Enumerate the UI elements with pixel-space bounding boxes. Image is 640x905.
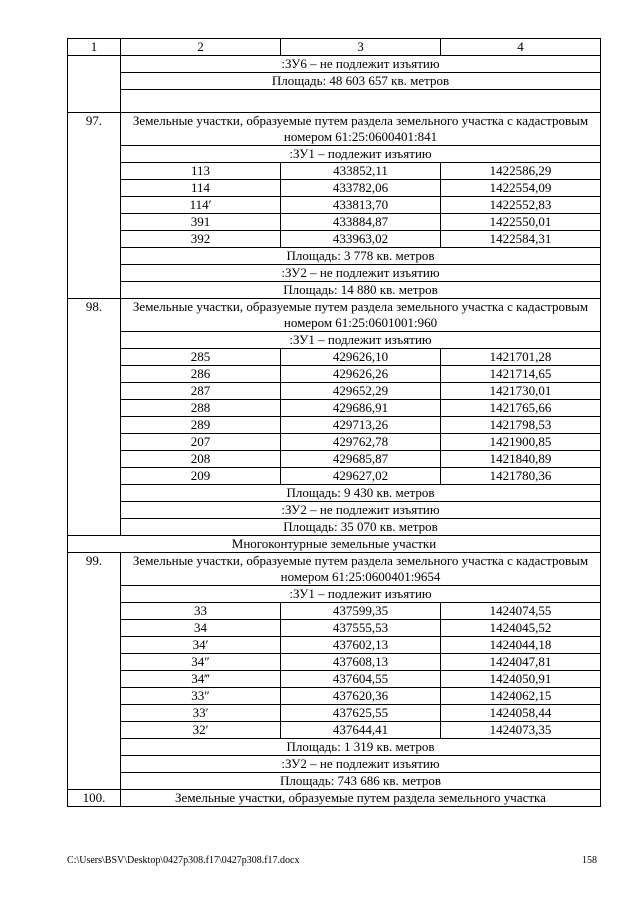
- header-row: [68, 39, 601, 56]
- zu1-area-row: [68, 739, 601, 756]
- table-row: [68, 214, 601, 231]
- coord-x: 437602,13: [281, 637, 441, 654]
- section-title: Многоконтурные земельные участки: [68, 536, 601, 553]
- coord-x: 433852,11: [281, 163, 441, 180]
- coord-y: 1421840,89: [441, 451, 601, 468]
- zu2-area: Площадь: 743 686 кв. метров: [121, 773, 601, 790]
- table-row: [68, 620, 601, 637]
- zu2-status: :ЗУ2 – не подлежит изъятию: [121, 756, 601, 773]
- empty-num-cell: [68, 56, 121, 113]
- table-row: [68, 722, 601, 739]
- parcel-number: 97.: [68, 113, 121, 299]
- point-id: 207: [121, 434, 281, 451]
- coord-x: 429652,29: [281, 383, 441, 400]
- coord-x: 429626,26: [281, 366, 441, 383]
- table-row: [68, 705, 601, 722]
- coord-y: 1422584,31: [441, 231, 601, 248]
- coord-y: 1422550,01: [441, 214, 601, 231]
- table-row: [68, 400, 601, 417]
- zu6-area: Площадь: 48 603 657 кв. метров: [121, 73, 601, 90]
- table-row: [68, 468, 601, 485]
- zu1-status: :ЗУ1 – подлежит изъятию: [121, 586, 601, 603]
- zu2-area: Площадь: 14 880 кв. метров: [121, 282, 601, 299]
- point-id: 34′: [121, 637, 281, 654]
- zu2-area: Площадь: 35 070 кв. метров: [121, 519, 601, 536]
- coord-x: 429626,10: [281, 349, 441, 366]
- zu1-area: Площадь: 3 778 кв. метров: [121, 248, 601, 265]
- zu2-area-row: [68, 519, 601, 536]
- page-number: 158: [582, 855, 597, 866]
- zu2-status: :ЗУ2 – не подлежит изъятию: [121, 265, 601, 282]
- coord-x: 433963,02: [281, 231, 441, 248]
- zu6-area-row: [68, 73, 601, 90]
- spacer-row: [68, 90, 601, 113]
- zu2-status-row: [68, 265, 601, 282]
- coord-x: 429685,87: [281, 451, 441, 468]
- coord-x: 429713,26: [281, 417, 441, 434]
- coord-y: 1424074,55: [441, 603, 601, 620]
- point-id: 32′: [121, 722, 281, 739]
- coord-x: 437599,35: [281, 603, 441, 620]
- point-id: 34‴: [121, 671, 281, 688]
- table-row: [68, 417, 601, 434]
- coord-x: 437608,13: [281, 654, 441, 671]
- coord-x: 437625,55: [281, 705, 441, 722]
- section-row: [68, 536, 601, 553]
- parcel-title: Земельные участки, образуемые путем раздела земельного участка: [121, 790, 601, 807]
- header-col-2: 2: [121, 39, 281, 56]
- zu1-status: :ЗУ1 – подлежит изъятию: [121, 332, 601, 349]
- point-id: 33′: [121, 705, 281, 722]
- coord-x: 429762,78: [281, 434, 441, 451]
- point-id: 114: [121, 180, 281, 197]
- coord-y: 1421701,28: [441, 349, 601, 366]
- coord-y: 1421730,01: [441, 383, 601, 400]
- coord-y: 1422554,09: [441, 180, 601, 197]
- zu1-area-row: [68, 485, 601, 502]
- coord-y: 1421900,85: [441, 434, 601, 451]
- header-col-1: 1: [68, 39, 121, 56]
- coord-y: 1424062,15: [441, 688, 601, 705]
- coord-x: 433884,87: [281, 214, 441, 231]
- point-id: 33: [121, 603, 281, 620]
- coord-y: 1421780,36: [441, 468, 601, 485]
- parcel-title: Земельные участки, образуемые путем раздела земельного участка с кадастровым номером 61:25:0600401:841: [121, 113, 601, 146]
- coord-x: 437555,53: [281, 620, 441, 637]
- point-id: 208: [121, 451, 281, 468]
- zu1-area: Площадь: 1 319 кв. метров: [121, 739, 601, 756]
- coord-y: 1422552,83: [441, 197, 601, 214]
- table-row: [68, 671, 601, 688]
- table-body: [68, 39, 601, 807]
- coord-y: 1424058,44: [441, 705, 601, 722]
- coord-x: 437604,55: [281, 671, 441, 688]
- zu1-row: [68, 146, 601, 163]
- parcel-title: Земельные участки, образуемые путем раздела земельного участка с кадастровым номером 61:25:0601001:960: [121, 299, 601, 332]
- point-id: 34: [121, 620, 281, 637]
- coord-x: 429627,02: [281, 468, 441, 485]
- zu1-area: Площадь: 9 430 кв. метров: [121, 485, 601, 502]
- zu6-status: :ЗУ6 – не подлежит изъятию: [121, 56, 601, 73]
- spacer-cell: [121, 90, 601, 113]
- coord-y: 1421798,53: [441, 417, 601, 434]
- point-id: 114′: [121, 197, 281, 214]
- point-id: 287: [121, 383, 281, 400]
- coord-y: 1422586,29: [441, 163, 601, 180]
- table-row: [68, 637, 601, 654]
- coord-y: 1421714,65: [441, 366, 601, 383]
- zu2-area-row: [68, 282, 601, 299]
- table-row: [68, 434, 601, 451]
- table-row: [68, 603, 601, 620]
- point-id: 33″: [121, 688, 281, 705]
- point-id: 209: [121, 468, 281, 485]
- table-row: [68, 366, 601, 383]
- parcel-number: 100.: [68, 790, 121, 807]
- zu2-status-row: [68, 502, 601, 519]
- zu6-row: [68, 56, 601, 73]
- coord-y: 1424073,35: [441, 722, 601, 739]
- header-col-4: 4: [441, 39, 601, 56]
- point-id: 288: [121, 400, 281, 417]
- point-id: 285: [121, 349, 281, 366]
- coord-y: 1424050,91: [441, 671, 601, 688]
- parcel-title-row: [68, 113, 601, 146]
- parcel-number: 99.: [68, 553, 121, 790]
- coordinates-table: [67, 38, 601, 807]
- file-path: C:\Users\BSV\Desktop\0427p308.f17\0427p308.f17.docx: [67, 855, 300, 866]
- parcel-title-row: [68, 790, 601, 807]
- point-id: 113: [121, 163, 281, 180]
- header-col-3: 3: [281, 39, 441, 56]
- table-row: [68, 451, 601, 468]
- table-row: [68, 349, 601, 366]
- table-row: [68, 163, 601, 180]
- coord-x: 433813,70: [281, 197, 441, 214]
- point-id: 34″: [121, 654, 281, 671]
- point-id: 391: [121, 214, 281, 231]
- zu2-status: :ЗУ2 – не подлежит изъятию: [121, 502, 601, 519]
- table-row: [68, 180, 601, 197]
- table-row: [68, 688, 601, 705]
- coord-y: 1421765,66: [441, 400, 601, 417]
- point-id: 289: [121, 417, 281, 434]
- coord-x: 437644,41: [281, 722, 441, 739]
- coord-x: 429686,91: [281, 400, 441, 417]
- coord-y: 1424044,18: [441, 637, 601, 654]
- coord-x: 437620,36: [281, 688, 441, 705]
- parcel-title: Земельные участки, образуемые путем раздела земельного участка с кадастровым номером 61:25:0600401:9654: [121, 553, 601, 586]
- zu1-status: :ЗУ1 – подлежит изъятию: [121, 146, 601, 163]
- parcel-title-row: [68, 299, 601, 332]
- parcel-title-row: [68, 553, 601, 586]
- table-row: [68, 383, 601, 400]
- coord-x: 433782,06: [281, 180, 441, 197]
- zu1-row: [68, 332, 601, 349]
- zu2-area-row: [68, 773, 601, 790]
- zu1-row: [68, 586, 601, 603]
- zu2-status-row: [68, 756, 601, 773]
- table-row: [68, 231, 601, 248]
- coord-y: 1424047,81: [441, 654, 601, 671]
- point-id: 286: [121, 366, 281, 383]
- parcel-number: 98.: [68, 299, 121, 536]
- table-row: [68, 654, 601, 671]
- zu1-area-row: [68, 248, 601, 265]
- point-id: 392: [121, 231, 281, 248]
- table-row: [68, 197, 601, 214]
- coord-y: 1424045,52: [441, 620, 601, 637]
